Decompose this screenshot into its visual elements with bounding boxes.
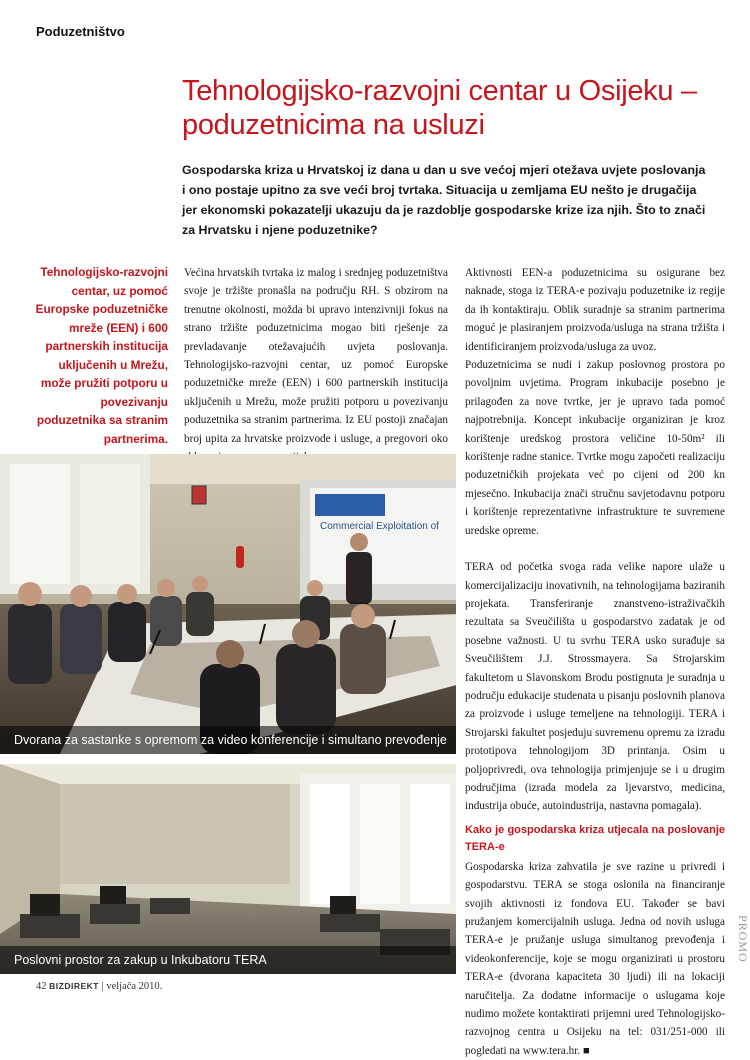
body-paragraph: Gospodarska kriza zahvatila je sve razine u privredi i gospodarstvu. TERA se stoga oslonila na financiranje svojih aktivnosti iz fondova EU. Također se bavi pružanjem komercijalnih usluga. Jedna od novih usluga TERA-e je pružanje usluga simultanog prevođenja i videokonferencije, koje se mogu organizirati u prostoru TERA-e (dvorana kapaciteta 30 ljudi) ili na lokaciji naručitelja. Za dodatne informacije o uslugama koje nudimo možete kontaktirati prijemni ured Tehnologijsko-razvojnog centra u Osijeku na tel: 031/251-000 ili pogledati na www.tera.hr. ■ bbox=[465, 860, 725, 1057]
body-paragraph: Aktivnosti EEN-a poduzetnicima su osigurane bez naknade, stoga iz TERA-e pozivaju poduzetnike iz regije da ih kontaktiraju. Oblik suradnje sa stranim partnerima moguć je plasiranjem proizvoda/usluga na strana tržišta i identificiranjem proizvoda/usluga za uvoz. bbox=[465, 267, 725, 353]
pull-quote: Tehnologijsko-razvojni centar, uz pomoć Europske poduzetničke mreže (EEN) i 600 partnerskih institucija uključenih u Mrežu, može pružiti potporu u povezivanju poduzetnika sa stranim partnerima. bbox=[35, 265, 168, 446]
page-footer bbox=[36, 981, 162, 992]
side-tab-label: PROMO bbox=[736, 915, 750, 963]
body-paragraph: TERA od početka svoga rada velike napore ulaže u komercijalizaciju inovativnih, na tehnologijama baziranih projekata. Transferiranje znanstveno-istraživačkih rezultata sa Sveučilišta u gospodarstvo zadatak je od posebne važnosti. U tu svrhu TERA usko surađuje sa Sveučilištem J.J. Strossmayera. Sa Strojarskim fakultetom u Slavonskom Brodu postignuta je suradnja u području edukacije studenata u pisanju poslovnih planova za proizvode i usluge temeljene na tehnologiji. TERA i Strojarski fakultet posjeduju suvremenu opremu za izradu prototipova tehnologijom 3D printanja. Osim u poljoprivredi, ova tehnologija primjenjuje se i u drugim područjima (izrada modela za ljevarstvo, medicina, industrija obuće, autoindustrija, nastavna pomagala). bbox=[465, 561, 725, 813]
magazine-brand: BIZDIREKT bbox=[49, 981, 99, 991]
body-paragraph: Poduzetnicima se nudi i zakup poslovnog prostora po povoljnim uvjetima. Program inkubacije posebno je prilagođen za nove tvrtke, jer je upravo tada pomoć najpotrebnija. Koncept inkubacije organiziran je kroz korištenje uredskog prostora veličine 10-50m² ili korištenje radne stanice. Tvrtke mogu započeti realizaciju poduzetničkih projekata već po cijeni od 200 kn mjesečno. Inkubacija znači stručnu savjetodavnu potporu i korištenje reprezentativne infrastrukture te suvremene uredske opreme. bbox=[465, 359, 725, 537]
body-column-2 bbox=[465, 264, 725, 1060]
screen-text: Commercial Exploitation of bbox=[320, 521, 439, 532]
body-column-1 bbox=[184, 264, 448, 466]
article-lead: Gospodarska kriza u Hrvatskoj iz dana u dan u sve većoj mjeri otežava uvjete poslovanja i ono postaje upitno za sve veći broj tvrtaka. Situacija u zemljama EU nešto je drugačija jer ekonomski pokazatelji ukazuju da je razdoblje gospodarske krize iza njih. Što to znači za Hrvatsku i njene poduzetnike? bbox=[182, 163, 706, 237]
page-number: 42 bbox=[36, 981, 47, 992]
section-subheading: Kako je gospodarska kriza utjecala na poslovanje TERA-e bbox=[465, 823, 725, 853]
article-title: Tehnologijsko-razvojni centar u Osijeku – poduzetnicima na usluzi bbox=[182, 75, 697, 141]
issue-date: | veljača 2010. bbox=[101, 981, 163, 992]
photo-office-space bbox=[0, 764, 456, 974]
photo-conference-room bbox=[0, 454, 456, 754]
photo-caption: Dvorana za sastanke s opremom za video konferencije i simultano prevođenje bbox=[0, 726, 456, 754]
body-paragraph: Većina hrvatskih tvrtaka iz malog i srednjeg poduzetništva svoje je tržište pronašla na području RH. S obzirom na trenutne okolnosti, možda bi upravo intenzivniji fokus na strano tržište poduzetnicima mogao biti rješenje za prevladavanje otežavajućih uvjeta poslovanja. Tehnologijsko-razvojni centar, uz pomoć Europske poduzetničke mreže (EEN) i 600 partnerskih institucija uključenih u Mrežu, može pružiti potporu u povezivanju poduzetnika sa stranim partnerima. Iz EU postoji značajan broj upita za hrvatske proizvode i usluge, a pregovori oko bbox=[184, 267, 448, 445]
section-label: Poduzetništvo bbox=[36, 24, 125, 39]
photo-caption: Poslovni prostor za zakup u Inkubatoru TERA bbox=[0, 946, 456, 974]
